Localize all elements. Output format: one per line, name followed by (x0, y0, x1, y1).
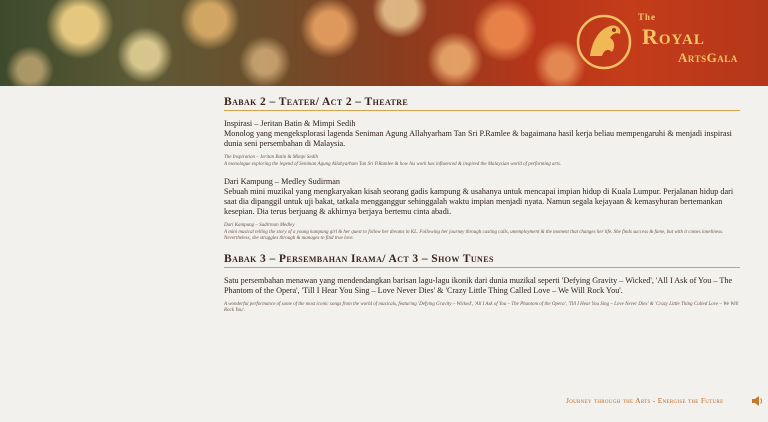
logo-the-text: The (638, 12, 657, 22)
item-description: Satu persembahan menawan yang mendendangkan barisan lagu-lagu ikonik dari dunia muzikal seperti 'Defying Gravity – Wicked', 'All I Ask of You – The Phantom of the Opera', 'Till I Hear You Sing – Love Never Dies' & 'Crazy Little Thing Called Love – We Will Rock You'. (224, 275, 733, 295)
footer-tagline: Journey through the Arts - Energise the Future (566, 396, 724, 405)
program-item-dari-kampung (224, 177, 740, 243)
bokeh-banner (0, 0, 768, 86)
item-translation: A monologue exploring the legend of Seniman Agung Allahyarham Tan Sri P.Ramlee & how his work has influenced & inspired the Malaysian world of performing arts. (224, 161, 562, 167)
program-content (224, 96, 740, 324)
item-translation: A wonderful performance of some of the most iconic songs from the world of musicals, featuring 'Defying Gravity – Wicked', 'All I Ask of You – The Phantom of the Opera', 'Till I Hear You Sing – Love Never Dies' & 'Crazy Little Thing Called Love – We Will Rock You'. (224, 301, 739, 313)
logo-royal-text: Royal (642, 24, 705, 49)
logo-arts-gala-text: ArtsGala (678, 50, 738, 65)
item-description: Monolog yang mengeksplorasi lagenda Seniman Agung Allahyarham Tan Sri P.Ramlee & bagaimana hasil kerja beliau mempengaruhi & menjadi inspirasi dunia seni persembahan di Malaysia. (224, 129, 732, 148)
item-translation: A mini musical telling the story of a young kampung girl & her quest to follow her dreams in KL. Following her journey through casting calls, unemployment & the moment that changes her life. She finds success & fame, but with it comes loneliness. Nevertheless, she struggles through & manages to find true love. (224, 229, 724, 241)
item-translation-title: Dari Kampung – Sudirman Medley (224, 223, 295, 228)
item-title: Inspirasi – Jeritan Batin & Mimpi Sedih (224, 119, 356, 128)
item-translation-title: The Inspiration – Jeritan Batin & Mimpi Sedih (224, 155, 319, 160)
crest-icon (576, 12, 632, 72)
act-3-heading: Babak 3 – Persembahan Irama/ Act 3 – Show Tunes (224, 253, 740, 268)
program-item-show-tunes (224, 276, 740, 315)
item-title: Dari Kampung – Medley Sudirman (224, 177, 340, 186)
royal-arts-gala-logo (574, 10, 754, 74)
act-2-heading: Babak 2 – Teater/ Act 2 – Theatre (224, 96, 740, 111)
speaker-icon (750, 394, 764, 408)
program-item-inspirasi (224, 119, 740, 168)
item-description: Sebuah mini muzikal yang mengkaryakan kisah seorang gadis kampung & usahanya untuk mencapai impian hidup di Kuala Lumpur. Perjalanan hidup dari saat dia dipanggil untuk uji bakat, tatkala mengganggur sehinggalah waktu impian menjadi nyata. Namun segala kejayaan & kemasyhuran bertemankan kesepian. Dia terus berjuang & akhirnya berjaya bertemu cinta abadi. (224, 187, 734, 216)
